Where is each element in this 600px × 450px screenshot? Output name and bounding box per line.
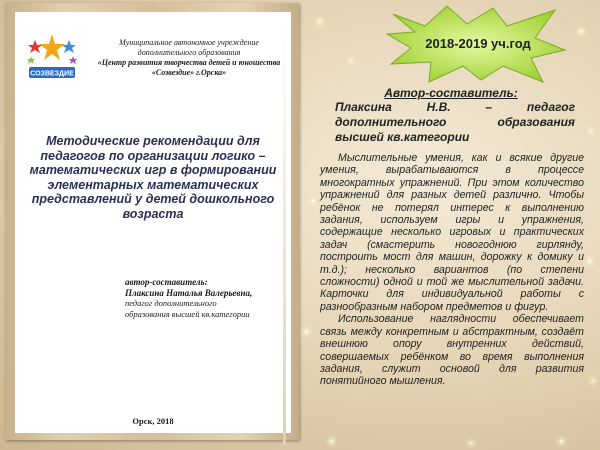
document-city-year: Орск, 2018 bbox=[132, 416, 174, 426]
document-title: Методические рекомендации для педагогов по организации логико – математических игр в формировании элементарных математических представлений у детей дошкольного возраста bbox=[29, 134, 277, 221]
page-edge bbox=[283, 24, 286, 445]
school-year: 2018-2019 уч.год bbox=[425, 36, 531, 51]
institution-name: Муниципальное автономное учреждение дополнительного образования «Центр развития творчества детей и юношества «Созвездие» г.Орска» bbox=[97, 38, 281, 77]
document-page bbox=[15, 12, 291, 433]
paragraph-1: Мыслительные умения, как и всякие другие умения, вырабатываются в процессе многократных упражнений. При этом количество упражнений для разных детей различно. Чтобы ребёнок не потерял интерес к выполнению задания, используем игры и упражнения, содержащие несколько игровых и практических задач (смастерить новогоднюю гирлянду, построить мост для машин, дорожку к домику и т.д.); несколько вариантов (по степени сложности) одной и той же мыслительной задачи. Карточки для индивидуальной работы с разнообразным набором предметов и фигур. bbox=[320, 152, 584, 313]
description-text bbox=[320, 152, 584, 388]
author-name: Плаксина Н.В. – педагог дополнительного образования высшей кв.категории bbox=[335, 100, 575, 144]
sozvezdie-logo bbox=[25, 32, 79, 84]
author-heading: Автор-составитель: bbox=[384, 86, 518, 100]
paragraph-2: Использование наглядности обеспечивает связь между конкретным и абстрактным, создаёт внешнюю опору внутренних действий, совершаемых ребёнком во время выполнения задания, служит основой для развития понятийного мышления. bbox=[320, 313, 584, 388]
document-author: автор-составитель: Плаксина Наталья Валерьевна, педагог дополнительного образования высшей кв.категории bbox=[125, 277, 253, 319]
svg-text:СОЗВЕЗДИЕ: СОЗВЕЗДИЕ bbox=[30, 70, 74, 78]
